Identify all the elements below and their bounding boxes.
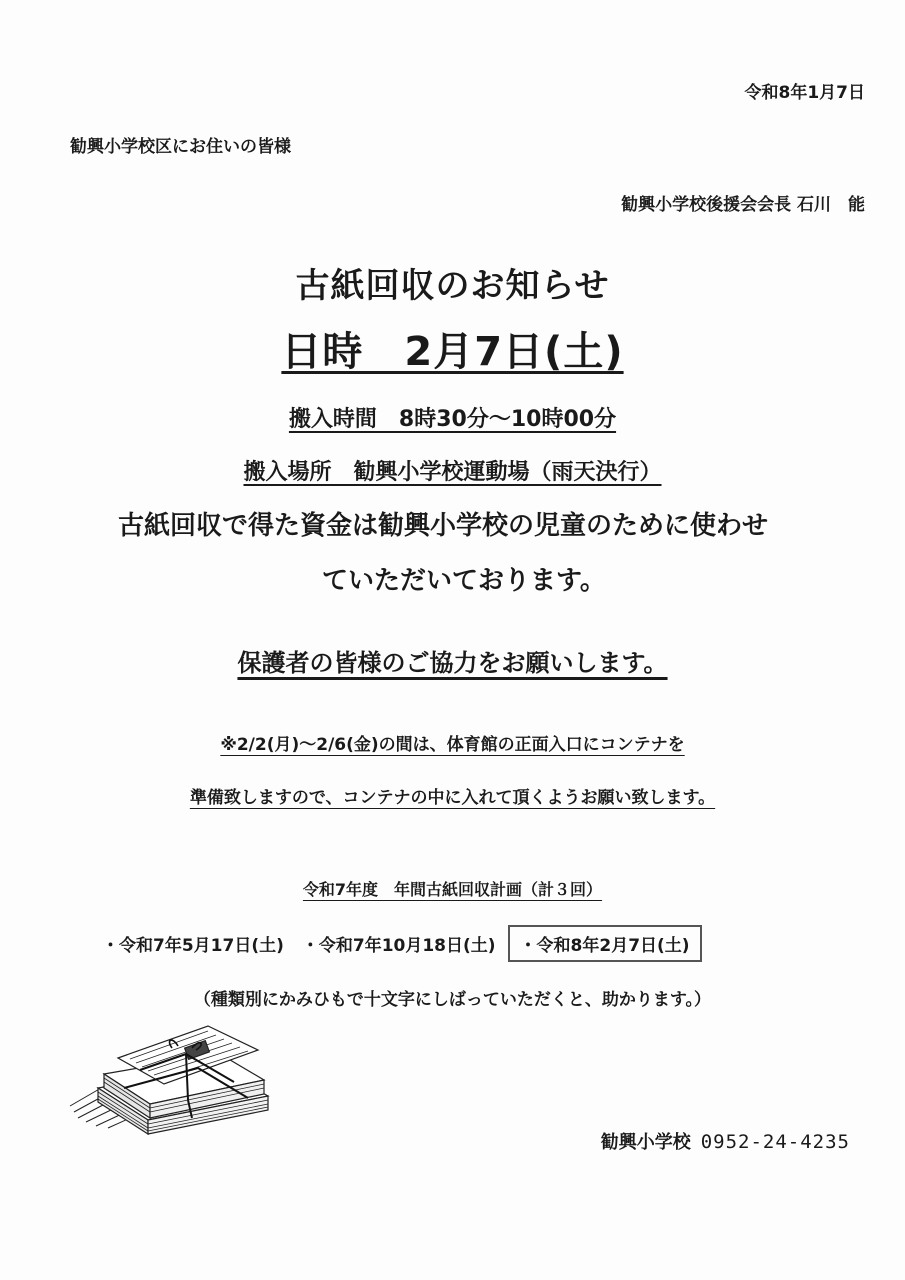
sender: 勧興小学校後援会会長 石川 能 xyxy=(621,195,865,215)
annual-plan-dates xyxy=(102,925,702,962)
cooperation-request: 保護者の皆様のご協力をお願いします。 xyxy=(237,649,668,677)
bundled-newspapers-icon xyxy=(68,1018,273,1143)
addressee: 勧興小学校区にお住いの皆様 xyxy=(70,137,291,157)
phone-number: 0952-24-4235 xyxy=(700,1131,850,1153)
purpose-text-line2: ていただいております。 xyxy=(322,566,606,596)
issue-date: 令和8年1月7日 xyxy=(744,83,865,103)
event-date: 日時 2月7日(土) xyxy=(281,329,624,375)
bundling-note: （種類別にかみひもで十文字にしばっていただくと、助かります。） xyxy=(193,990,712,1010)
page-title: 古紙回収のお知らせ xyxy=(295,266,610,306)
plan-date-2: ・令和7年10月18日(土) xyxy=(301,936,496,956)
delivery-time: 搬入時間 8時30分～10時00分 xyxy=(288,407,617,432)
container-note-line2: 準備致しますので、コンテナの中に入れて頂くようお願い致します。 xyxy=(189,788,716,808)
school-contact xyxy=(601,1128,850,1154)
plan-date-3-highlighted: ・令和8年2月7日(土) xyxy=(508,925,702,962)
container-note-line1: ※2/2(月)～2/6(金)の間は、体育館の正面入口にコンテナを xyxy=(220,735,685,755)
annual-plan-title: 令和7年度 年間古紙回収計画（計３回） xyxy=(302,880,603,899)
plan-date-1: ・令和7年5月17日(土) xyxy=(102,936,284,956)
purpose-text-line1: 古紙回収で得た資金は勧興小学校の児童のために使わせ xyxy=(118,511,769,541)
school-name: 勧興小学校 xyxy=(600,1132,691,1153)
delivery-place: 搬入場所 勧興小学校運動場（雨天決行） xyxy=(243,460,662,485)
